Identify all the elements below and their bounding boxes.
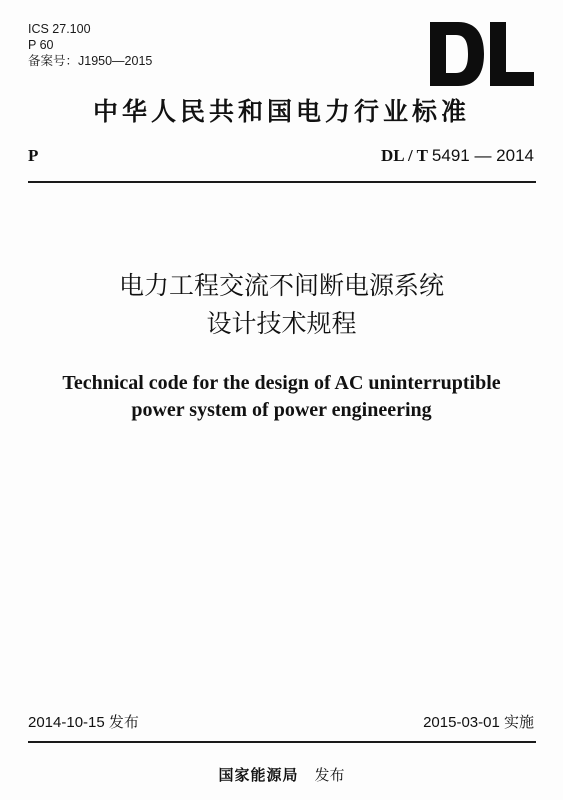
filing-number: 备案号：J1950—2015 xyxy=(28,54,153,68)
effective-date: 2015-03-01 实施 xyxy=(423,714,534,731)
classification-code: P 60 xyxy=(28,38,54,52)
standard-number xyxy=(381,146,534,166)
english-title-line-2: power system of power engineering xyxy=(131,399,432,421)
standard-type-title: 中华人民共和国电力行业标准 xyxy=(92,97,470,126)
issue-date: 2014-10-15 发布 xyxy=(28,714,139,731)
top-divider xyxy=(28,181,536,183)
dl-logo xyxy=(430,22,534,86)
bottom-divider xyxy=(28,741,536,743)
chinese-title-line-2: 设计技术规程 xyxy=(206,309,357,338)
issuing-authority xyxy=(0,765,563,785)
ics-code: ICS 27.100 xyxy=(28,22,91,36)
standard-number-value: 5491 — 2014 xyxy=(431,146,534,165)
standard-number-prefix: DL / T xyxy=(381,146,428,165)
chinese-title-line-1: 电力工程交流不间断电源系统 xyxy=(118,271,444,300)
english-title-line-1: Technical code for the design of AC uninterruptible xyxy=(62,372,501,394)
issuer-organization: 国家能源局 xyxy=(218,766,299,784)
category-code: P xyxy=(28,146,39,165)
issuer-action: 发布 xyxy=(314,766,345,784)
